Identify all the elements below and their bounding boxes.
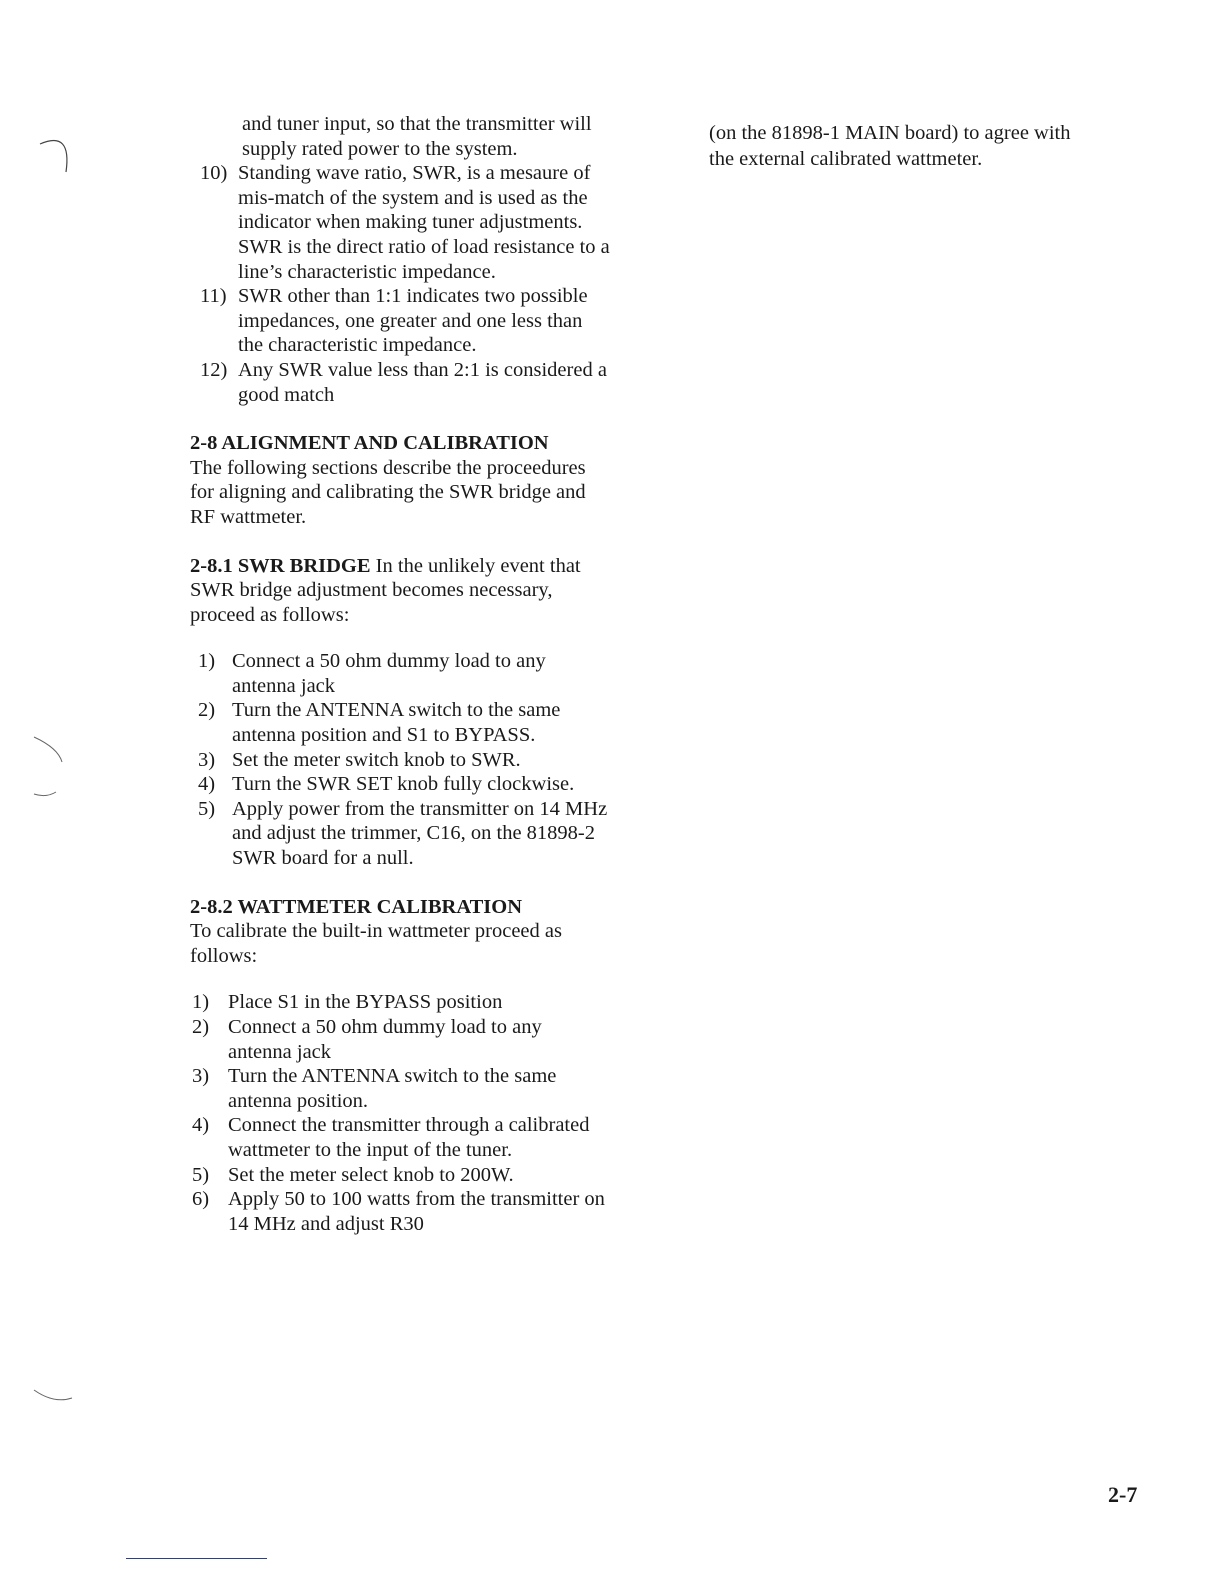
item-text: SWR other than 1:1 indicates two possible impedances, one greater and one less than the characteristic impedance.	[238, 285, 588, 357]
list-item	[190, 772, 610, 797]
footnote-rule	[126, 1558, 267, 1559]
step-number: 4)	[192, 1114, 210, 1137]
item-text: Standing wave ratio, SWR, is a mesaure of mis-match of the system and is used as the indicator when making tuner adjustments. SWR is the direct ratio of load resistance to a line’s characteristic impedance.	[238, 162, 610, 283]
list-item	[190, 161, 610, 284]
step-number: 2)	[192, 1016, 210, 1038]
item-number: 10)	[200, 162, 228, 185]
list-item	[190, 1015, 610, 1064]
step-text: Apply power from the transmitter on 14 MHz and adjust the trimmer, C16, on the 81898-2 SWR board for a null.	[232, 797, 608, 870]
section-intro: In the unlikely event that SWR bridge adjustment becomes necessary, proceed as follows:	[190, 554, 581, 626]
binding-hole-mark	[34, 737, 62, 796]
intro-list	[190, 161, 610, 407]
page-number: 2-7	[1108, 1482, 1138, 1507]
step-text: Set the meter select knob to 200W.	[228, 1163, 514, 1186]
list-item	[190, 649, 610, 698]
item-number: 12)	[200, 358, 228, 381]
step-text: Turn the ANTENNA switch to the same antenna position and S1 to BYPASS.	[232, 699, 561, 747]
list-item	[190, 1187, 610, 1236]
binding-hole-mark	[40, 141, 67, 173]
right-column	[709, 120, 1089, 172]
list-item	[190, 748, 610, 773]
list-item	[190, 797, 610, 871]
swr-bridge-steps	[190, 649, 610, 870]
list-item	[190, 1064, 610, 1113]
step-number: 3)	[192, 1065, 210, 1088]
list-item	[190, 284, 610, 358]
step-text: Place S1 in the BYPASS position	[228, 991, 503, 1014]
left-column	[190, 112, 610, 1236]
section-intro: To calibrate the built-in wattmeter proceed as follows:	[190, 920, 562, 967]
step-text: Turn the ANTENNA switch to the same antenna position.	[228, 1065, 557, 1112]
list-item	[190, 698, 610, 747]
section-heading: 2-8 ALIGNMENT AND CALIBRATION	[190, 432, 549, 455]
section-alignment-calibration	[190, 431, 610, 529]
continuation-text: (on the 81898-1 MAIN board) to agree with the external calibrated wattmeter.	[709, 122, 1071, 170]
list-item	[190, 1113, 610, 1162]
step-text: Connect the transmitter through a calibrated wattmeter to the input of the tuner.	[228, 1114, 590, 1161]
binding-hole-mark	[34, 1390, 72, 1400]
step-number: 6)	[192, 1188, 210, 1211]
step-number: 4)	[198, 773, 216, 796]
step-number: 5)	[192, 1163, 210, 1186]
wattmeter-steps	[190, 990, 610, 1236]
step-number: 5)	[198, 797, 216, 820]
step-text: Connect a 50 ohm dummy load to any antenna jack	[232, 650, 546, 697]
step-text: Set the meter switch knob to SWR.	[232, 748, 521, 771]
section-heading: 2-8.2 WATTMETER CALIBRATION	[190, 895, 523, 918]
step-text: Connect a 50 ohm dummy load to any antenna jack	[228, 1016, 542, 1063]
list-item	[190, 990, 610, 1015]
section-heading: 2-8.1 SWR BRIDGE	[190, 554, 371, 577]
step-text: Turn the SWR SET knob fully clockwise.	[232, 773, 575, 796]
step-number: 1)	[198, 650, 216, 673]
item-text: Any SWR value less than 2:1 is considered a good match	[238, 358, 607, 406]
step-number: 2)	[198, 699, 216, 722]
continuation-text: and tuner input, so that the transmitter will supply rated power to the system.	[242, 113, 592, 160]
step-text: Apply 50 to 100 watts from the transmitter on 14 MHz and adjust R30	[228, 1188, 605, 1235]
section-body: The following sections describe the proceedures for aligning and calibrating the SWR bridge and RF wattmeter.	[190, 456, 586, 528]
step-number: 3)	[198, 748, 216, 771]
item-number: 11)	[200, 285, 227, 308]
section-wattmeter-calibration	[190, 895, 610, 1237]
list-item	[190, 1163, 610, 1188]
step-number: 1)	[192, 991, 210, 1014]
list-item	[190, 358, 610, 407]
section-swr-bridge	[190, 554, 610, 871]
